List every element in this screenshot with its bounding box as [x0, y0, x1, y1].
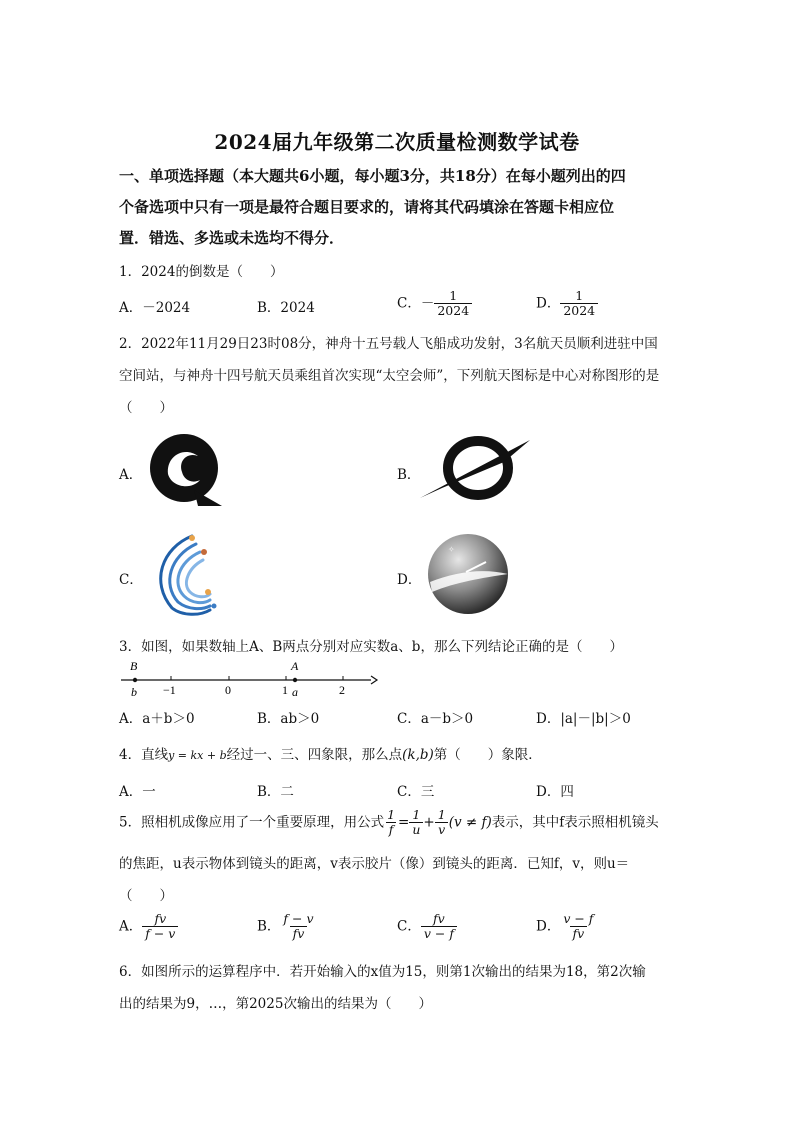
axis-tick-1: 1 [282, 683, 288, 697]
q2-line1: 2．2022年11月29日23时08分，神舟十五号载人飞船成功发射，3名航天员顺利进驻中国 [119, 336, 658, 352]
page-title: 2024届九年级第二次质量检测数学试卷 [214, 130, 580, 154]
svg-text:✧: ✧ [448, 545, 455, 554]
q5-line3: （ ） [119, 888, 173, 904]
q5-option-b: B． $\frac{f - v}{fv}$ [257, 911, 314, 942]
q4-stem: 4．直线y = kx + b经过一、三、四象限，那么点(k,b)第（ ）象限． [119, 747, 542, 763]
q3-option-b: B．ab＞0 [257, 711, 320, 727]
orbit-arcs-logo-icon [148, 530, 232, 616]
section-heading-line2: 个备选项中只有一项是最符合题目要求的，请将其代码填涂在答题卡相应位 [119, 198, 615, 216]
q1-option-b: B．2024 [257, 300, 315, 316]
q4-option-a: A．一 [119, 784, 156, 800]
number-line-figure [119, 656, 379, 700]
q6-line1: 6．如图所示的运算程序中．若开始输入的x值为15，则第1次输出的结果为18，第2次输 [119, 964, 646, 980]
axis-tick-2: 2 [339, 683, 345, 697]
globe-logo-icon [426, 532, 510, 616]
q5-option-a: A． $\frac{fv}{f - v}$ [119, 912, 178, 942]
q1-option-a: A．－2024 [119, 300, 191, 316]
q4-option-b: B．二 [257, 784, 294, 800]
axis-tick-minus1: −1 [163, 683, 176, 697]
q5-option-d: D． $\frac{v - f}{fv}$ [536, 911, 594, 942]
slashed-ring-logo-icon [418, 436, 534, 500]
q2-line2: 空间站，与神舟十四号航天员乘组首次实现“太空会师”，下列航天图标是中心对称图形的是 [119, 368, 660, 384]
q3-stem: 3．如图，如果数轴上A、B两点分别对应实数a、b，那么下列结论正确的是（ ） [119, 639, 623, 655]
axis-tick-0: 0 [225, 683, 231, 697]
section-heading-line1: 一、单项选择题（本大题共6小题，每小题3分，共18分）在每小题列出的四 [119, 167, 626, 185]
q5-option-c: C． $\frac{fv}{v - f}$ [397, 912, 457, 942]
q-shaped-logo-icon [148, 430, 224, 510]
q2-option-c-label: C． [119, 572, 143, 588]
q2-option-b-label: B． [397, 467, 421, 483]
q2-line3: （ ） [119, 400, 173, 416]
q2-option-a-label: A． [119, 467, 143, 483]
q4-option-d: D．四 [536, 784, 574, 800]
q2-option-d-label: D． [397, 572, 422, 588]
q5-line2: 的焦距，u表示物体到镜头的距离，v表示胶片（像）到镜头的距离．已知f，v，则u＝ [119, 856, 630, 872]
q1-option-d: D． $\frac{1}{2024}$ [536, 289, 598, 319]
q3-option-d: D．|a|－|b|＞0 [536, 711, 631, 727]
axis-label-A: A [291, 659, 299, 673]
section-heading-line3: 置．错选、多选或未选均不得分． [119, 229, 345, 247]
axis-label-a: a [292, 685, 298, 699]
q6-line2: 出的结果为9，…，第2025次输出的结果为（ ） [119, 996, 432, 1012]
q4-option-c: C．三 [397, 784, 435, 800]
q1-option-c: C．－ $\frac{1}{2024}$ [397, 289, 472, 319]
q3-option-a: A．a＋b＞0 [119, 711, 195, 727]
axis-label-b: b [131, 685, 137, 699]
axis-label-B: B [130, 659, 138, 673]
q3-option-c: C．a－b＞0 [397, 711, 474, 727]
q5-line1: 5．照相机成像应用了一个重要原理，用公式 $\frac{1}{f}$ = $\frac{1}{u}$ + $\frac{1}{v}$ (v ≠ f)表示，其中f表示照相机镜头 [119, 807, 659, 838]
q1-stem: 1．2024的倒数是（ ） [119, 264, 284, 280]
